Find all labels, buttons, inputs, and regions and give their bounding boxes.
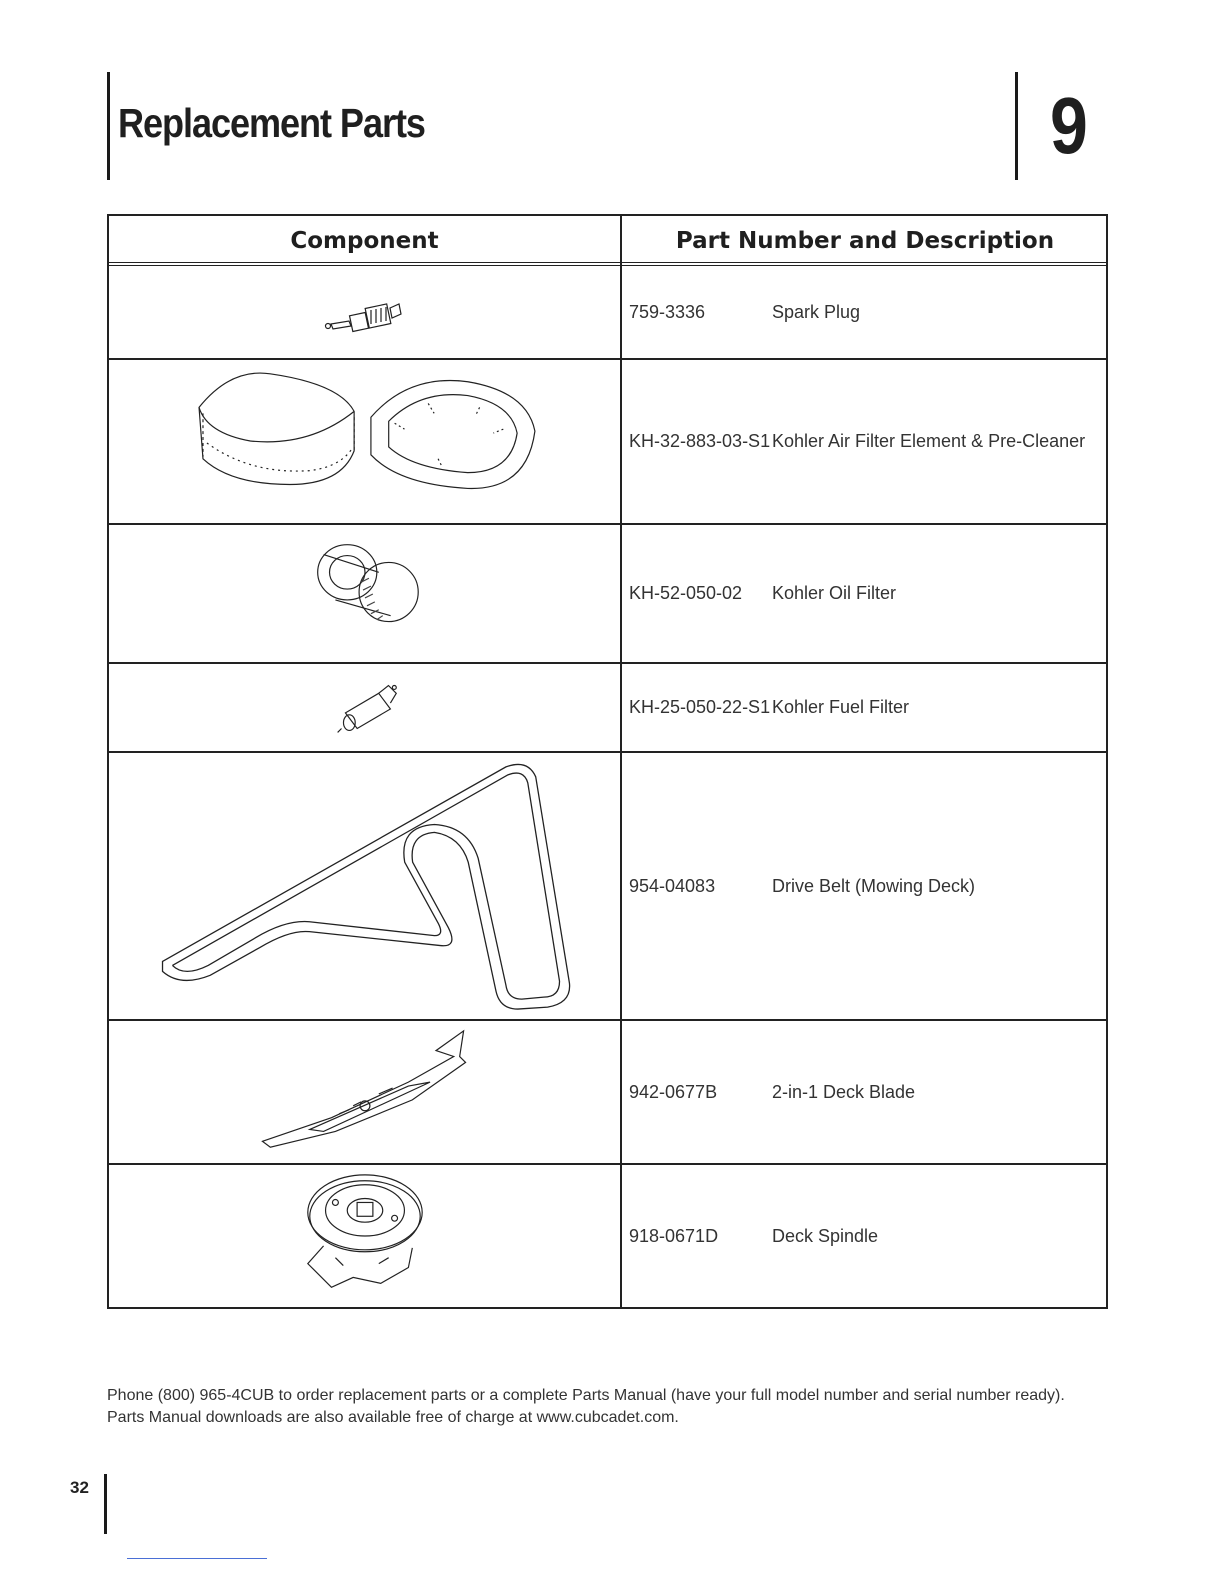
- part-info: [629, 266, 1098, 358]
- air-filter-illustration: [109, 360, 620, 523]
- part-number: KH-25-050-22-S1: [629, 697, 771, 717]
- part-description: Kohler Fuel Filter: [772, 697, 910, 717]
- table-row: [109, 1019, 1106, 1163]
- spark-plug-illustration: [109, 266, 620, 358]
- oil-filter-illustration: [109, 525, 620, 662]
- part-description: Deck Spindle: [772, 1225, 879, 1246]
- deck-blade-illustration: [109, 1021, 620, 1163]
- table-row: [109, 662, 1106, 751]
- part-description: 2-in-1 Deck Blade: [772, 1081, 916, 1102]
- part-info: [629, 664, 1098, 751]
- part-number: KH-52-050-02: [629, 583, 743, 603]
- parts-table: [107, 214, 1108, 1309]
- table-header: [109, 216, 1106, 266]
- part-info: [629, 525, 1098, 662]
- chapter-number: 9: [1050, 81, 1088, 170]
- page-title: Replacement Parts: [118, 100, 425, 146]
- part-info: [629, 1021, 1098, 1163]
- part-number: 954-04083: [629, 875, 716, 896]
- page-number: 32: [70, 1478, 89, 1497]
- component-column-header: Component: [290, 228, 439, 254]
- part-info: [629, 360, 1098, 523]
- fuel-filter-illustration: [109, 664, 620, 751]
- part-description: Kohler Air Filter Element & Pre-Cleaner: [772, 431, 1086, 451]
- part-info: [629, 1165, 1098, 1307]
- part-description: Kohler Oil Filter: [772, 583, 897, 603]
- table-row: [109, 266, 1106, 358]
- part-number: 918-0671D: [629, 1225, 719, 1246]
- table-row: [109, 358, 1106, 523]
- part-column-header: Part Number and Description: [675, 228, 1055, 254]
- table-row: [109, 751, 1106, 1019]
- bottom-rule: [127, 1558, 267, 1559]
- deck-spindle-illustration: [109, 1165, 620, 1307]
- drive-belt-illustration: [109, 753, 620, 1019]
- part-number: KH-32-883-03-S1: [629, 431, 771, 451]
- chapter-rule: [1015, 72, 1018, 180]
- part-number: 942-0677B: [629, 1081, 718, 1102]
- part-description: Spark Plug: [772, 301, 861, 322]
- table-row: [109, 1163, 1106, 1307]
- table-row: [109, 523, 1106, 662]
- page-number-rule: [104, 1474, 107, 1534]
- part-number: 759-3336: [629, 301, 706, 322]
- part-info: [629, 753, 1098, 1019]
- ordering-info-text: Phone (800) 965-4CUB to order replacement parts or a complete Parts Manual (have your full model number and serial number ready). Parts Manual downloads are also available free of charge at www.cubcadet.com.: [107, 1387, 1065, 1426]
- part-description: Drive Belt (Mowing Deck): [772, 875, 976, 896]
- title-rule: [107, 72, 110, 180]
